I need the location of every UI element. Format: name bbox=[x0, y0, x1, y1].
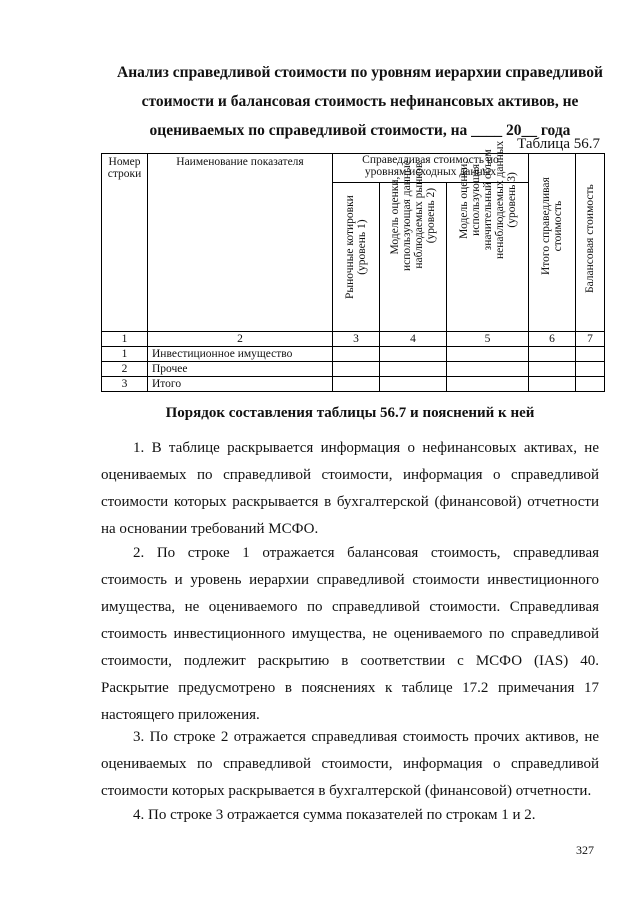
row-name: Прочее bbox=[148, 362, 333, 377]
table-cell bbox=[576, 362, 605, 377]
paragraph-text: 4. По строке 3 отражается сумма показателей по строкам 1 и 2. bbox=[133, 807, 536, 823]
column-number: 6 bbox=[529, 332, 576, 347]
table-cell bbox=[576, 377, 605, 392]
column-number: 5 bbox=[447, 332, 529, 347]
table-cell bbox=[447, 377, 529, 392]
header-level3-line-1: Модель оценки, bbox=[457, 160, 470, 239]
paragraph-text: 2. По строке 1 отражается балансовая стоимость, справедливая стоимость и уровень иерархии справедливой стоимости инвестиционного имущества, не оцениваемого по справедливой стоимости. Справедливая стоимость инвестиционного имущества, не оцениваемого по справедливой стоимости, подлежит раскрытию в соответствии с МСФО (IAS) 40. Раскрытие предусмотрено в пояснениях к таблице 17.2 примечания 17 настоящего приложения. bbox=[101, 545, 599, 723]
page-number: 327 bbox=[576, 843, 594, 857]
header-total-fair-line-1: Итого справедливая bbox=[540, 177, 552, 275]
header-level2-line-3: наблюдаемых рынков bbox=[413, 162, 425, 269]
header-level-1 bbox=[333, 183, 380, 332]
header-level-2 bbox=[380, 160, 447, 332]
paragraph-3 bbox=[101, 724, 599, 805]
title-line-2: стоимости и балансовая стоимость нефинансовых активов, не bbox=[141, 93, 579, 110]
section-title: Порядок составления таблицы 56.7 и пояснений к ней bbox=[165, 405, 535, 421]
title-line-3: оцениваемых по справедливой стоимости, на ____ 20__ года bbox=[149, 122, 571, 139]
column-number-row bbox=[102, 332, 605, 347]
table-cell bbox=[529, 362, 576, 377]
row-name: Итого bbox=[148, 377, 333, 392]
header-level3-line-2: использующая bbox=[469, 163, 482, 236]
header-level2-line-2: использующая данные bbox=[401, 160, 413, 271]
column-number: 1 bbox=[102, 332, 148, 347]
header-level2-line-1: Модель оценки, bbox=[389, 176, 401, 255]
header-indicator-name: Наименование показателя bbox=[148, 154, 333, 332]
paragraph-4 bbox=[101, 802, 599, 829]
paragraph-text: 3. По строке 2 отражается справедливая стоимость прочих активов, не оцениваемых по справедливой стоимости, информация о справедливой стоимости которых раскрывается в бухгалтерской (финансовой) отчетности. bbox=[101, 729, 599, 799]
header-level1-line-2: (уровень 1) bbox=[356, 219, 368, 275]
table-cell bbox=[333, 347, 380, 362]
paragraph-text: 1. В таблице раскрывается информация о нефинансовых активах, не оцениваемых по справедливой стоимости, информация о справедливой стоимости которых раскрывается в бухгалтерской (финансовой) отчетности на основании требований МСФО. bbox=[101, 440, 599, 537]
paragraph-1 bbox=[101, 435, 599, 543]
table-cell bbox=[576, 347, 605, 362]
table-cell bbox=[380, 377, 447, 392]
table-number: Таблица 56.7 bbox=[517, 136, 600, 152]
column-number: 7 bbox=[576, 332, 605, 347]
column-number: 2 bbox=[148, 332, 333, 347]
header-row-number: Номер строки bbox=[102, 154, 148, 332]
header-level3-line-4: ненаблюдаемых данных bbox=[493, 140, 506, 259]
row-number: 3 bbox=[102, 377, 148, 392]
header-level-3 bbox=[447, 140, 529, 332]
column-number: 3 bbox=[333, 332, 380, 347]
header-balance-line-1: Балансовая стоимость bbox=[584, 184, 596, 293]
row-number: 2 bbox=[102, 362, 148, 377]
title-line-1: Анализ справедливой стоимости по уровням иерархии справедливой bbox=[117, 64, 603, 81]
table-cell bbox=[529, 347, 576, 362]
table-row bbox=[102, 347, 605, 362]
group-header-text: Справедливая стоимость по уровням исходных данных bbox=[362, 154, 499, 178]
row-number: 1 bbox=[102, 347, 148, 362]
column-number: 4 bbox=[380, 332, 447, 347]
header-total-fair-value bbox=[529, 154, 576, 332]
row-name: Инвестиционное имущество bbox=[148, 347, 333, 362]
header-level2-line-4: (уровень 2) bbox=[425, 187, 437, 244]
header-level3-line-3: значительный объем bbox=[481, 149, 494, 251]
table-row bbox=[102, 362, 605, 377]
header-balance-value bbox=[576, 154, 605, 332]
table-cell bbox=[447, 347, 529, 362]
table-cell bbox=[333, 362, 380, 377]
header-level1-line-1: Рыночные котировки bbox=[344, 195, 356, 299]
table-cell bbox=[333, 377, 380, 392]
header-total-fair-line-2: стоимость bbox=[552, 200, 564, 252]
table-row bbox=[102, 377, 605, 392]
document-title bbox=[110, 58, 610, 145]
table-cell bbox=[529, 377, 576, 392]
paragraph-2 bbox=[101, 540, 599, 729]
table-cell bbox=[380, 347, 447, 362]
table-cell bbox=[380, 362, 447, 377]
header-level3-line-5: (уровень 3) bbox=[505, 172, 518, 228]
table-cell bbox=[447, 362, 529, 377]
